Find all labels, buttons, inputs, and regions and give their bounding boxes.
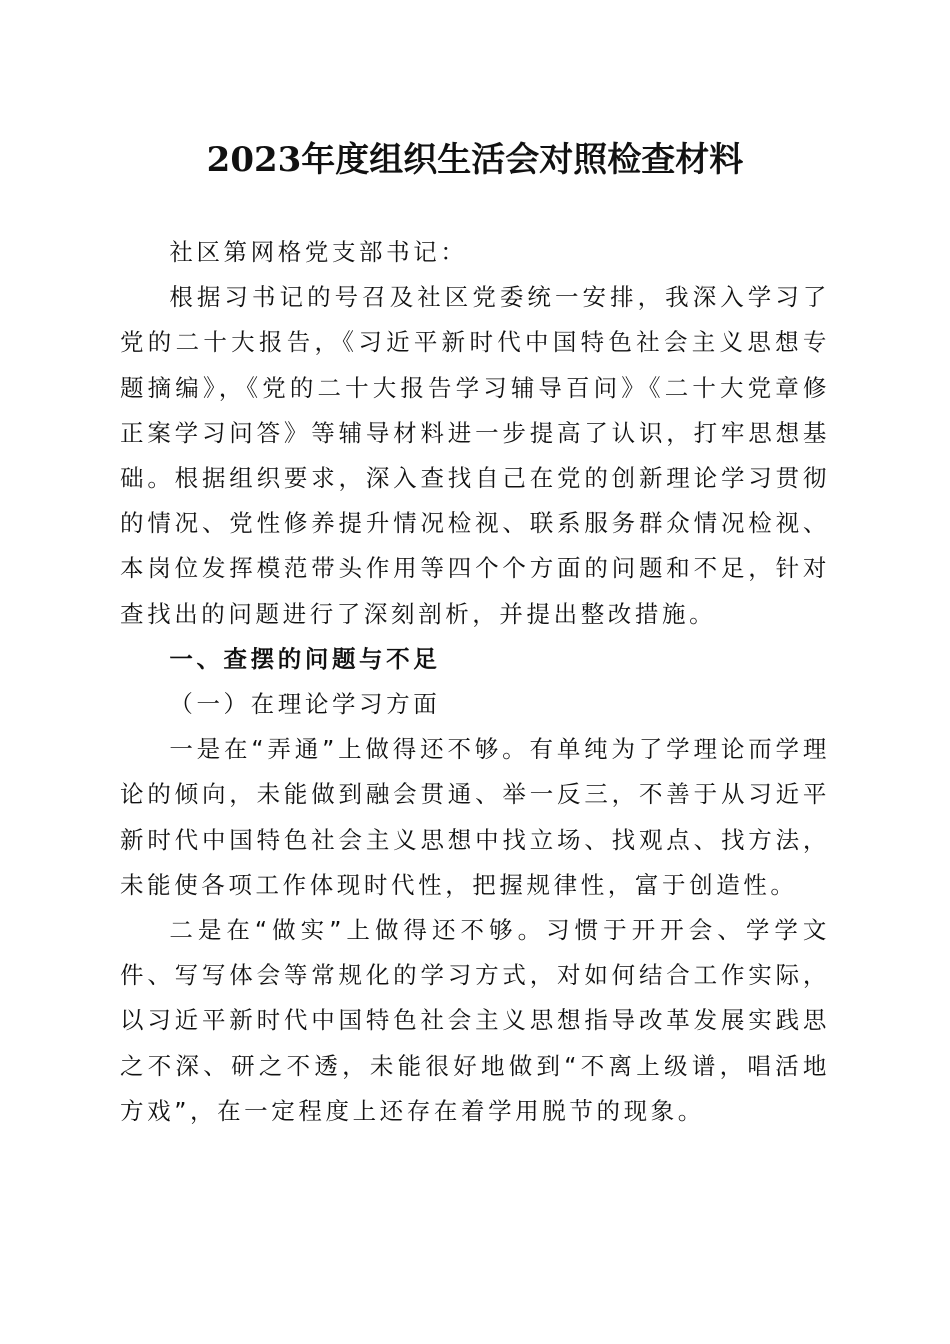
point-paragraph-1: 一是在“弄通”上做得还不够。有单纯为了学理论而学理论的倾向，未能做到融会贯通、举一反三，不善于从习近平新时代中国特色社会主义思想中找立场、找观点、找方法，未能使各项工作体现时代性，把握规律性，富于创造性。 [120,735,830,899]
point-paragraph-2: 二是在“做实”上做得还不够。习惯于开开会、学学文件、写写体会等常规化的学习方式，对如何结合工作实际，以习近平新时代中国特色社会主义思想指导改革发展实践思之不深、研之不透，未能很好地做到“不离上级谱，唱活地方戏”，在一定程度上还存在着学用脱节的现象。 [120,916,830,1125]
document-body [120,230,830,1134]
section-heading-problems: 一、查摆的问题与不足 [169,644,441,673]
document-title: 2023年度组织生活会对照检查材料 [206,140,744,180]
intro-paragraph: 根据习书记的号召及社区党委统一安排，我深入学习了党的二十大报告，《习近平新时代中国特色社会主义思想专题摘编》，《党的二十大报告学习辅导百问》《二十大党章修正案学习问答》等辅导材料进一步提高了认识，打牢思想基础。根据组织要求，深入查找自己在党的创新理论学习贯彻的情况、党性修养提升情况检视、联系服务群众情况检视、本岗位发挥模范带头作用等四个个方面的问题和不足，针对查找出的问题进行了深刻剖析，并提出整改措施。 [120,283,830,628]
subsection-heading-theory-study: （一）在理论学习方面 [169,690,441,719]
author-line: 社区第网格党支部书记： [169,238,468,266]
